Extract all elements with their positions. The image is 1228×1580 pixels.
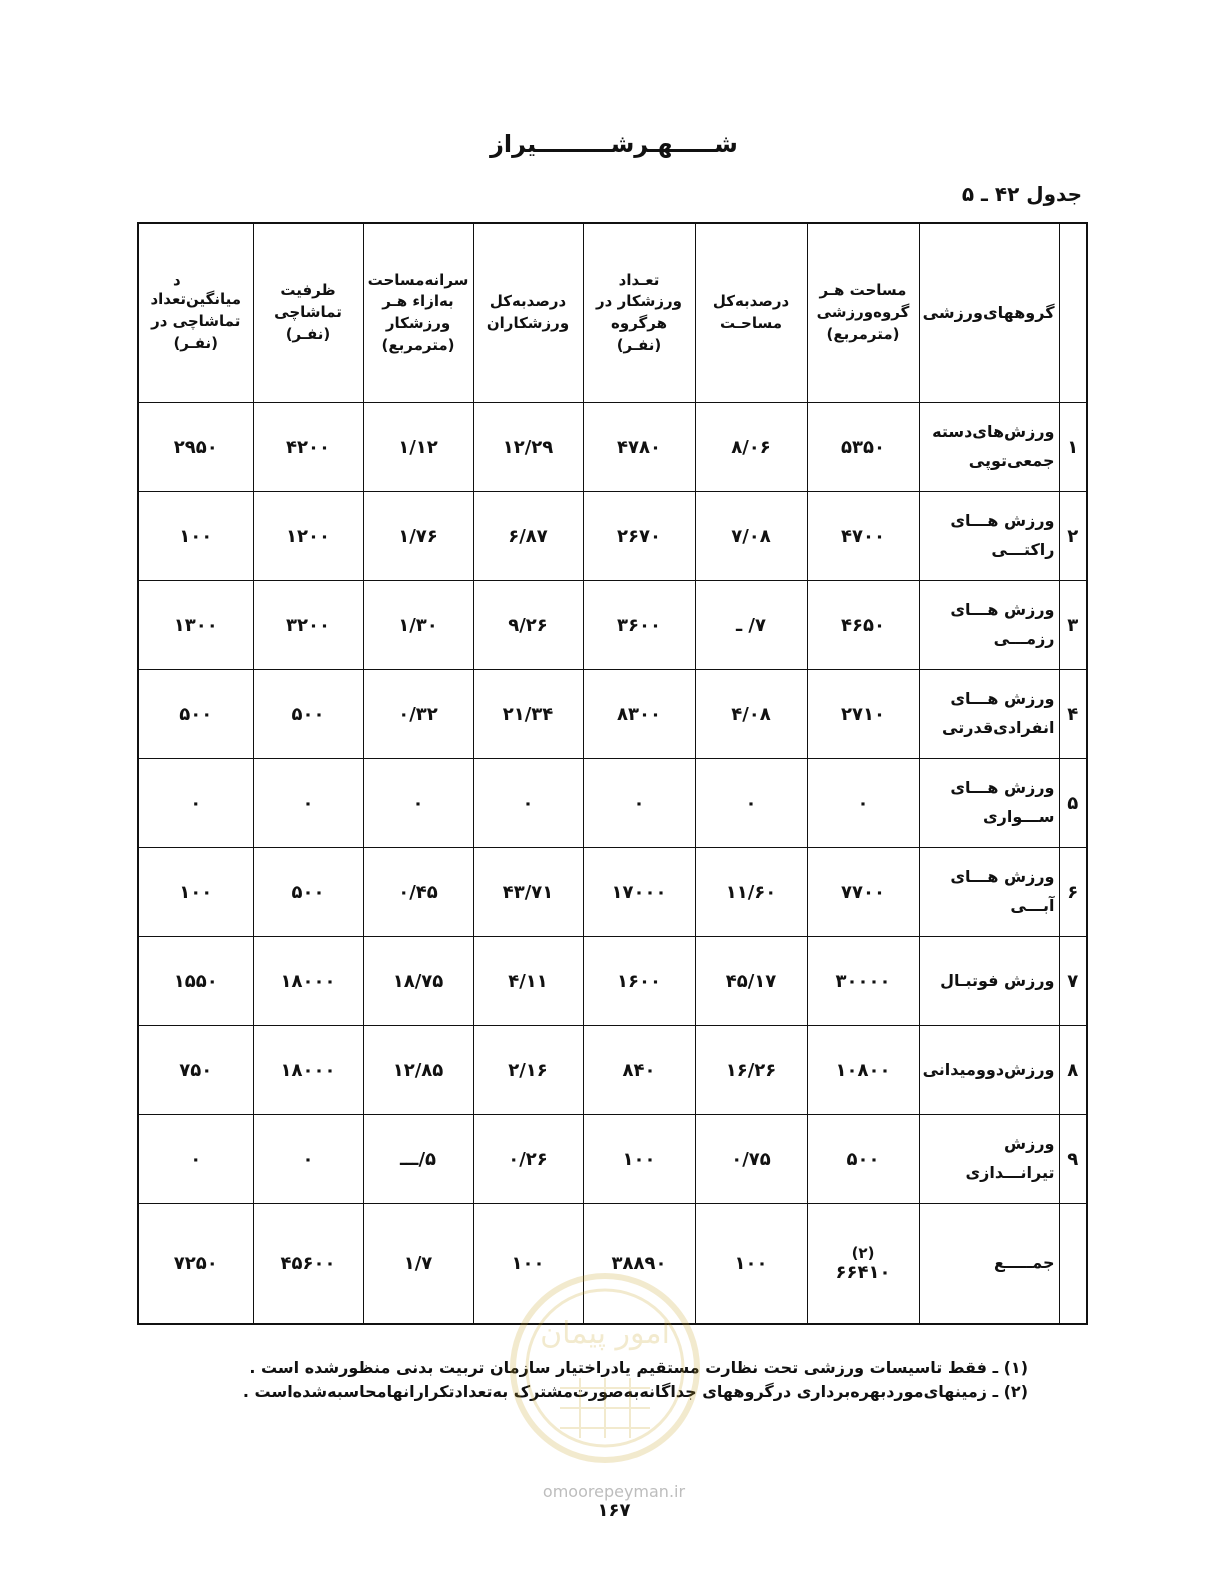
row-capacity: ۵۰۰ — [253, 670, 363, 759]
table-row — [138, 1026, 1087, 1115]
watermark-site: omoorepeyman.ir — [542, 1482, 686, 1501]
footnote-1: (۱) ـ فقط تاسیسات ورزشی تحت نظارت مستقیم یادراختیار سازمان تربیت بدنی منظورشده است . — [249, 1358, 1028, 1377]
row-per-capita: ۱/۷۶ — [363, 492, 473, 581]
row-athletes: ۱۷۰۰۰ — [583, 848, 695, 937]
total-index — [1059, 1204, 1087, 1324]
total-capacity: ۴۵۶۰۰ — [253, 1204, 363, 1324]
header-athletes-percent-line: ورزشکاران — [486, 314, 570, 332]
row-area: ۱۰۸۰۰ — [807, 1026, 919, 1115]
row-per-capita: ۵/ـــ — [363, 1115, 473, 1204]
page-title: شـــــهـرشـــــــــيراز — [490, 130, 738, 158]
row-athletes: ۴۷۸۰ — [583, 403, 695, 492]
table-row — [138, 1115, 1087, 1204]
header-athletes-line: ورزشکار در — [596, 292, 682, 311]
row-athletes-percent: ۲/۱۶ — [473, 1026, 583, 1115]
row-area-percent: ۴۵/۱۷ — [695, 937, 807, 1026]
row-capacity: ۱۲۰۰ — [253, 492, 363, 581]
row-capacity: ۱۸۰۰۰ — [253, 1026, 363, 1115]
row-index: ۶ — [1059, 848, 1087, 937]
watermark-logo-text: امور پیمان — [540, 1316, 670, 1351]
row-per-capita: ۱/۱۲ — [363, 403, 473, 492]
row-athletes: ۳۶۰۰ — [583, 581, 695, 670]
row-index: ۷ — [1059, 937, 1087, 1026]
row-athletes-percent: ۴/۱۱ — [473, 937, 583, 1026]
row-area-percent: ۷/۰۸ — [695, 492, 807, 581]
table-row — [138, 670, 1087, 759]
sports-table — [137, 222, 1088, 1325]
row-group: ورزش تیرانـــدازی — [919, 1115, 1059, 1204]
total-area-note: (۲) — [851, 1243, 875, 1262]
row-area-percent: ۰ — [695, 759, 807, 848]
total-area-value: ۶۶۴۱۰ — [835, 1261, 891, 1283]
header-athletes-percent-line: درصدبه‌کل — [489, 292, 567, 311]
row-average: ۷۵۰ — [138, 1026, 253, 1115]
header-athletes-line: (نفـر) — [616, 335, 662, 354]
header-area-line: گروه‌ورزشی — [816, 303, 910, 322]
table-row — [138, 492, 1087, 581]
row-group: ورزش هـــای انفرادی‌قدرتی — [919, 670, 1059, 759]
watermark-logo — [505, 1268, 705, 1483]
header-index — [1059, 223, 1087, 403]
row-index: ۸ — [1059, 1026, 1087, 1115]
row-group: ورزش فوتبـال — [919, 937, 1059, 1026]
row-index: ۴ — [1059, 670, 1087, 759]
row-average: ۰ — [138, 759, 253, 848]
row-per-capita: ۱/۳۰ — [363, 581, 473, 670]
header-per-capita-line: به‌ازاء هـر — [382, 292, 454, 311]
row-per-capita: ۱۸/۷۵ — [363, 937, 473, 1026]
total-label: جمـــــع — [919, 1204, 1059, 1324]
row-average: ۱۰۰ — [138, 492, 253, 581]
row-per-capita: ۰/۴۵ — [363, 848, 473, 937]
header-area-line: (مترمربع) — [826, 324, 900, 343]
row-capacity: ۵۰۰ — [253, 848, 363, 937]
row-athletes: ۱۰۰ — [583, 1115, 695, 1204]
table-row — [138, 937, 1087, 1026]
row-area-percent: ۱۱/۶۰ — [695, 848, 807, 937]
total-average: ۷۲۵۰ — [138, 1204, 253, 1324]
header-athletes-percent — [473, 223, 583, 403]
row-area: ۷۷۰۰ — [807, 848, 919, 937]
row-area-percent: ۸/۰۶ — [695, 403, 807, 492]
header-area-percent-line: درصدبه‌کل — [712, 292, 790, 311]
table-container — [137, 222, 1086, 1325]
header-average-line: میانگین‌تعداد — [150, 290, 242, 309]
row-athletes-percent: ۴۳/۷۱ — [473, 848, 583, 937]
row-group: ورزش‌دوومیدانی — [919, 1026, 1059, 1115]
row-capacity: ۱۸۰۰۰ — [253, 937, 363, 1026]
table-row — [138, 848, 1087, 937]
row-area: ۳۰۰۰۰ — [807, 937, 919, 1026]
row-group: ورزش هـــای آبـــی — [919, 848, 1059, 937]
row-average: ۱۰۰ — [138, 848, 253, 937]
row-average: ۲۹۵۰ — [138, 403, 253, 492]
row-athletes: ۰ — [583, 759, 695, 848]
table-row — [138, 403, 1087, 492]
row-area: ۵۰۰ — [807, 1115, 919, 1204]
page-number: ۱۶۷ — [597, 1500, 631, 1521]
row-average: ۱۵۵۰ — [138, 937, 253, 1026]
row-area: ۴۷۰۰ — [807, 492, 919, 581]
table-caption: جدول ۴۲ ـ ۵ — [961, 182, 1082, 206]
header-per-capita-line: (مترمربع) — [381, 335, 455, 354]
row-athletes-percent: ۰ — [473, 759, 583, 848]
header-athletes-line: هرگروه — [611, 314, 667, 332]
row-average: ۰ — [138, 1115, 253, 1204]
row-athletes-percent: ۹/۲۶ — [473, 581, 583, 670]
total-area — [807, 1204, 919, 1324]
row-area-percent: ۰/۷۵ — [695, 1115, 807, 1204]
table-row — [138, 759, 1087, 848]
row-capacity: ۰ — [253, 1115, 363, 1204]
row-athletes-percent: ۲۱/۳۴ — [473, 670, 583, 759]
row-index: ۲ — [1059, 492, 1087, 581]
header-area-percent — [695, 223, 807, 403]
header-capacity-line: (نفـر) — [285, 324, 331, 343]
row-athletes-percent: ۰/۲۶ — [473, 1115, 583, 1204]
row-athletes: ۱۶۰۰ — [583, 937, 695, 1026]
header-per-capita-line: ورزشکار — [385, 314, 451, 332]
row-index: ۳ — [1059, 581, 1087, 670]
header-average-line: (نفـر) — [173, 333, 219, 352]
row-index: ۵ — [1059, 759, 1087, 848]
header-average-line: تماشاچی در — [151, 312, 241, 331]
header-athletes — [583, 223, 695, 403]
row-athletes-percent: ۶/۸۷ — [473, 492, 583, 581]
table-row — [138, 581, 1087, 670]
header-capacity-line: ظرفیت — [280, 281, 336, 300]
row-average: ۱۳۰۰ — [138, 581, 253, 670]
row-area: ۵۳۵۰ — [807, 403, 919, 492]
total-area-percent: ۱۰۰ — [695, 1204, 807, 1324]
row-area: ۴۶۵۰ — [807, 581, 919, 670]
total-athletes: ۳۸۸۹۰ — [583, 1204, 695, 1324]
row-area-percent: ۷/ ـ — [695, 581, 807, 670]
header-capacity-line: تماشاچی — [274, 303, 342, 322]
row-capacity: ۴۲۰۰ — [253, 403, 363, 492]
row-athletes-percent: ۱۲/۲۹ — [473, 403, 583, 492]
row-athletes: ۸۳۰۰ — [583, 670, 695, 759]
row-athletes: ۲۶۷۰ — [583, 492, 695, 581]
row-area-percent: ۴/۰۸ — [695, 670, 807, 759]
row-index: ۹ — [1059, 1115, 1087, 1204]
header-area-line: مساحت هـر — [819, 281, 907, 300]
header-group: گروههای‌ورزشی — [919, 223, 1059, 403]
row-average: ۵۰۰ — [138, 670, 253, 759]
row-area-percent: ۱۶/۲۶ — [695, 1026, 807, 1115]
row-area: ۰ — [807, 759, 919, 848]
header-area — [807, 223, 919, 403]
header-athletes-line: تعـداد — [618, 270, 660, 289]
row-group: ورزش هـــای راکتـــی — [919, 492, 1059, 581]
total-athletes-percent: ۱۰۰ — [473, 1204, 583, 1324]
row-per-capita: ۰/۳۲ — [363, 670, 473, 759]
row-athletes: ۸۴۰ — [583, 1026, 695, 1115]
header-average-spectators — [138, 223, 253, 403]
row-per-capita: ۰ — [363, 759, 473, 848]
row-capacity: ۰ — [253, 759, 363, 848]
table-header-row — [138, 223, 1087, 403]
header-average-note: د — [173, 271, 181, 290]
header-area-percent-line: مساحـت — [720, 314, 782, 332]
row-group: ورزش هـــای رزمـــی — [919, 581, 1059, 670]
header-per-capita — [363, 223, 473, 403]
footnote-2: (۲) ـ زمینهای‌موردبهره‌برداری درگروههای جداگانه‌به‌صورت‌مشترک به‌تعدادتکرارانهامحاسبه‌شده‌است . — [242, 1382, 1028, 1401]
header-capacity — [253, 223, 363, 403]
row-capacity: ۳۲۰۰ — [253, 581, 363, 670]
row-area: ۲۷۱۰ — [807, 670, 919, 759]
row-group: ورزش‌های‌دسته جمعی‌توپی — [919, 403, 1059, 492]
row-group: ورزش هـــای ســـواری — [919, 759, 1059, 848]
header-per-capita-line: سرانه‌مساحت — [367, 270, 469, 289]
total-per-capita: ۱/۷ — [363, 1204, 473, 1324]
row-index: ۱ — [1059, 403, 1087, 492]
row-per-capita: ۱۲/۸۵ — [363, 1026, 473, 1115]
